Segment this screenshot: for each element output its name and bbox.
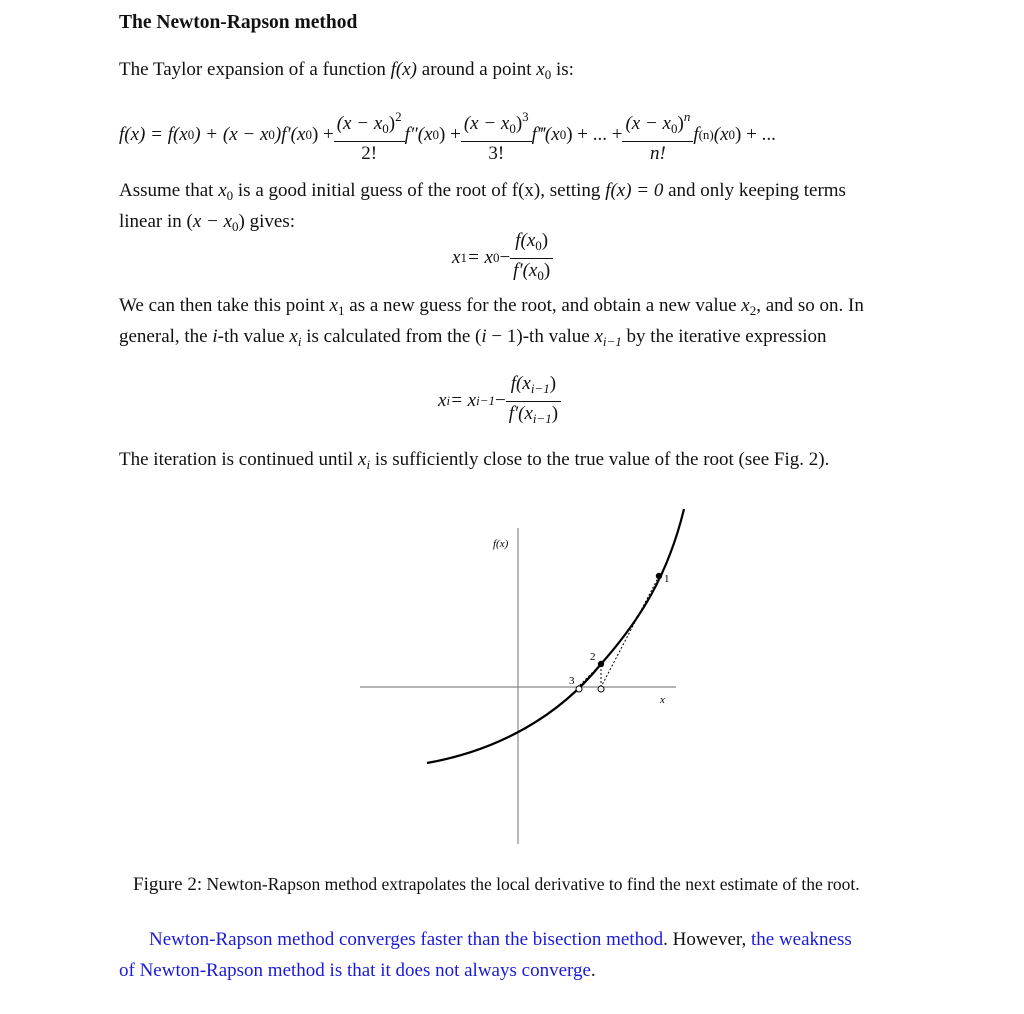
iteration-paragraph-line-2: general, the i-th value $x_i$ is calculated from the (i − 1)-th value $x_{i-1}$ by the iterative expression	[119, 326, 827, 349]
intro-paragraph: The Taylor expansion of a function f(x) around a point $x_0$ is:	[119, 59, 574, 82]
taylor-expansion-equation: f(x) = f(x 0 ) + (x − x 0 )f′(x 0 ) + $\frac{(x - x_0)^2}{2!}$ f″(x 0 ) + $\frac{(x - x_0)^3}{3!}$ f‴(x 0 ) + ... + $\frac{(x - x_0)^n}{n!}$ f (n) (x 0 ) + ...	[119, 110, 776, 160]
point-label-3: 3	[569, 675, 575, 687]
iteration-paragraph-line-1: We can then take this point $x_1$ as a new guess for the root, and obtain a new value $x_2$, and so on. In	[119, 295, 864, 318]
y-axis-label: f(x)	[493, 538, 509, 550]
figure-caption: Figure 2: Newton-Rapson method extrapolates the local derivative to find the next estimate of the root.	[133, 874, 860, 895]
conclusion-line-1: Newton-Rapson method converges faster than the bisection method. However, the weakness	[149, 929, 852, 950]
point-1-marker	[656, 573, 662, 579]
section-title: The Newton-Rapson method	[119, 12, 358, 33]
assume-paragraph-line-2: linear in $(x - x_0)$ gives:	[119, 211, 296, 234]
weakness-link-continued[interactable]: of Newton-Rapson method is that it does not always converge	[119, 960, 591, 981]
iteration-fraction: $\frac{f(x_{i-1})}{f'(x_{i-1})}$	[506, 372, 561, 431]
conclusion-line-2: of Newton-Rapson method is that it does not always converge.	[119, 960, 596, 981]
weakness-link[interactable]: the weakness	[750, 929, 852, 950]
newton-iteration-equation: x i = x i−1 − $\frac{f(x_{i-1})}{f'(x_{i-1})}$	[438, 375, 561, 427]
function-curve	[427, 509, 684, 763]
newton-first-step-equation: x 1 = x 0 − $\frac{f(x_0)}{f'(x_0)}$	[452, 232, 553, 284]
first-step-fraction: $\frac{f(x_0)}{f'(x_0)}$	[510, 229, 553, 288]
nth-order-fraction: $\frac{(x - x_0)^n}{n!}$	[622, 105, 693, 166]
x-intercept-2-marker	[598, 686, 604, 692]
point-label-2: 2	[590, 651, 596, 663]
second-order-fraction: $\frac{(x - x_0)^2}{2!}$	[334, 105, 405, 166]
tangent-line-1	[601, 576, 659, 687]
converges-faster-link[interactable]: Newton-Rapson method converges faster than the bisection method	[149, 929, 664, 950]
x-intercept-3-marker	[576, 686, 582, 692]
third-order-fraction: $\frac{(x - x_0)^3}{3!}$	[461, 105, 532, 166]
convergence-paragraph: The iteration is continued until $x_i$ is sufficiently close to the true value of the root (see Fig. 2).	[119, 449, 830, 472]
point-2-marker	[598, 661, 604, 667]
point-label-1: 1	[664, 573, 670, 585]
tangent-line-2	[578, 664, 601, 687]
assume-paragraph-line-1: Assume that $x_0$ is a good initial guess of the root of f(x), setting f(x) = 0 and only keeping terms	[119, 180, 846, 203]
x-axis-label: x	[660, 694, 665, 706]
